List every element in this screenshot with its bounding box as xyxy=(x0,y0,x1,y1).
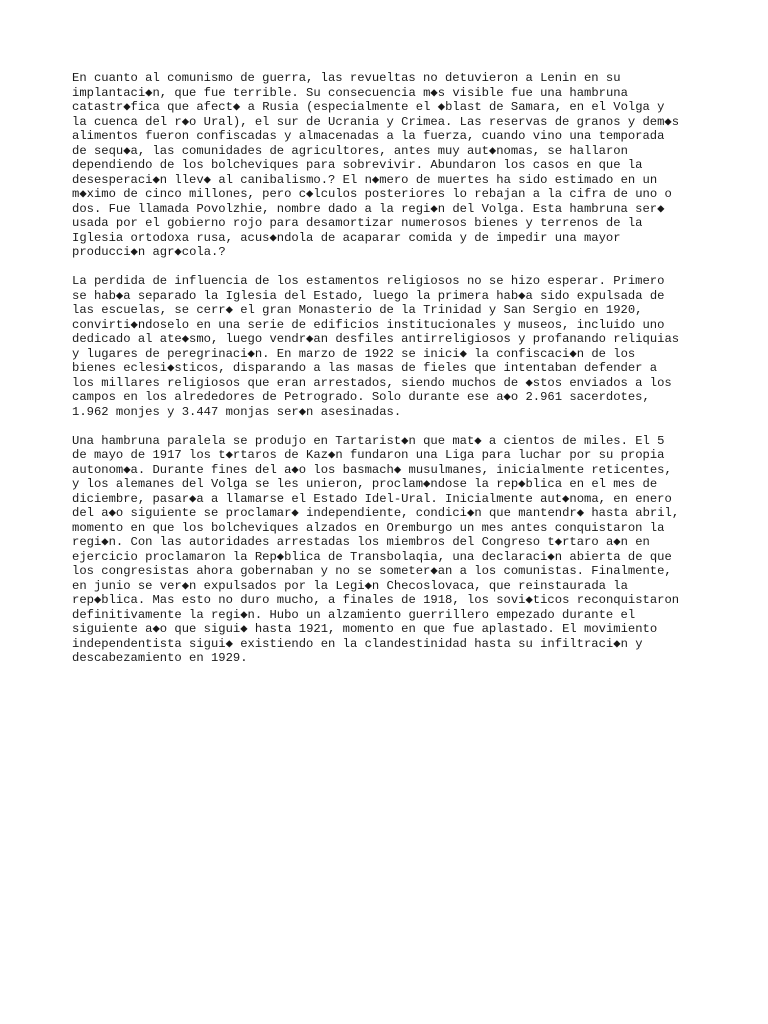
document-body xyxy=(72,71,702,680)
text-line: y lugares de peregrinaci◆n. En marzo de 1922 se inici◆ la confiscaci◆n de los xyxy=(72,346,636,361)
text-line: La perdida de influencia de los estamentos religiosos no se hizo esperar. Primero xyxy=(72,274,665,288)
text-line: de mayo de 1917 los t◆rtaros de Kaz◆n fundaron una Liga para luchar por su propia xyxy=(72,448,665,462)
text-line: definitivamente la regi◆n. Hubo un alzamiento guerrillero empezado durante el xyxy=(72,607,636,622)
text-line: en junio se ver◆n expulsados por la Legi◆n Checoslovaca, que reinstaurada la xyxy=(72,578,628,593)
text-line: se hab◆a separado la Iglesia del Estado, luego la primera hab◆a sido expulsada de xyxy=(72,288,665,303)
text-line: de sequ◆a, las comunidades de agricultores, antes muy aut◆nomas, se hallaron xyxy=(72,143,628,158)
text-line: bienes eclesi◆sticos, disparando a las masas de fieles que intentaban defender a xyxy=(72,361,658,375)
text-line: del a◆o siguiente se proclamar◆ independiente, condici◆n que mantendr◆ hasta abril, xyxy=(72,506,680,520)
text-line: ejercicio proclamaron la Rep◆blica de Transbolaqia, una declaraci◆n abierta de que xyxy=(72,549,672,564)
text-line: m◆ximo de cinco millones, pero c◆lculos posteriores lo rebajan a la cifra de uno o xyxy=(72,187,672,201)
text-line: campos en los alrededores de Petrogrado. Solo durante ese a◆o 2.961 sacerdotes, xyxy=(72,390,650,404)
text-line: los congresistas ahora gobernaban y no se someter◆an a los comunistas. Finalmente, xyxy=(72,564,672,578)
text-line: En cuanto al comunismo de guerra, las revueltas no detuvieron a Lenin en su xyxy=(72,71,621,85)
text-line: la cuenca del r◆o Ural), el sur de Ucrania y Crimea. Las reservas de granos y dem◆s xyxy=(72,114,680,129)
text-line: los millares religiosos que eran arrestados, siendo muchos de ◆stos enviados a los xyxy=(72,375,672,390)
text-line: siguiente a◆o que sigui◆ hasta 1921, momento en que fue aplastado. El movimiento xyxy=(72,622,658,636)
text-line: dos. Fue llamada Povolzhie, nombre dado a la regi◆n del Volga. Esta hambruna ser◆ xyxy=(72,201,665,216)
text-line: desesperaci◆n llev◆ al canibalismo.? El n◆mero de muertes ha sido estimado en un xyxy=(72,172,658,187)
paragraph-2 xyxy=(72,274,702,419)
text-line: catastr◆fica que afect◆ a Rusia (especialmente el ◆blast de Samara, en el Volga y xyxy=(72,100,665,114)
text-line: Una hambruna paralela se produjo en Tartarist◆n que mat◆ a cientos de miles. El 5 xyxy=(72,433,665,448)
text-line: producci◆n agr◆cola.? xyxy=(72,245,226,259)
text-line: 1.962 monjes y 3.447 monjas ser◆n asesinadas. xyxy=(72,404,402,419)
paragraph-1 xyxy=(72,71,702,260)
text-line: dedicado al ate◆smo, luego vendr◆an desfiles antirreligiosos y profanando reliquias xyxy=(72,332,680,346)
text-line: diciembre, pasar◆a a llamarse el Estado Idel-Ural. Inicialmente aut◆noma, en enero xyxy=(72,491,672,506)
text-line: usada por el gobierno rojo para desamortizar numerosos bienes y terrenos de la xyxy=(72,216,643,230)
text-line: y los alemanes del Volga se les unieron, proclam◆ndose la rep◆blica en el mes de xyxy=(72,477,658,491)
text-line: dependiendo de los bolcheviques para sobrevivir. Abundaron los casos en que la xyxy=(72,158,643,172)
text-line: independentista sigui◆ existiendo en la clandestinidad hasta su infiltraci◆n y xyxy=(72,636,643,651)
text-line: descabezamiento en 1929. xyxy=(72,651,248,665)
text-line: autonom◆a. Durante fines del a◆o los basmach◆ musulmanes, inicialmente reticentes, xyxy=(72,462,672,477)
text-line: implantaci◆n, que fue terrible. Su consecuencia m◆s visible fue una hambruna xyxy=(72,85,628,100)
text-line: convirti◆ndoselo en una serie de edificios institucionales y museos, incluido uno xyxy=(72,317,665,332)
text-line: alimentos fueron confiscadas y almacenadas a la fuerza, cuando vino una temporada xyxy=(72,129,665,143)
paragraph-3 xyxy=(72,434,702,666)
text-line: regi◆n. Con las autoridades arrestadas los miembros del Congreso t◆rtaro a◆n en xyxy=(72,535,650,549)
text-line: momento en que los bolcheviques alzados en Oremburgo un mes antes conquistaron la xyxy=(72,520,665,535)
text-line: Iglesia ortodoxa rusa, acus◆ndola de acaparar comida y de impedir una mayor xyxy=(72,230,621,245)
text-line: rep◆blica. Mas esto no duro mucho, a finales de 1918, los sovi◆ticos reconquistaron xyxy=(72,593,680,607)
text-line: las escuelas, se cerr◆ el gran Monasterio de la Trinidad y San Sergio en 1920, xyxy=(72,303,643,317)
